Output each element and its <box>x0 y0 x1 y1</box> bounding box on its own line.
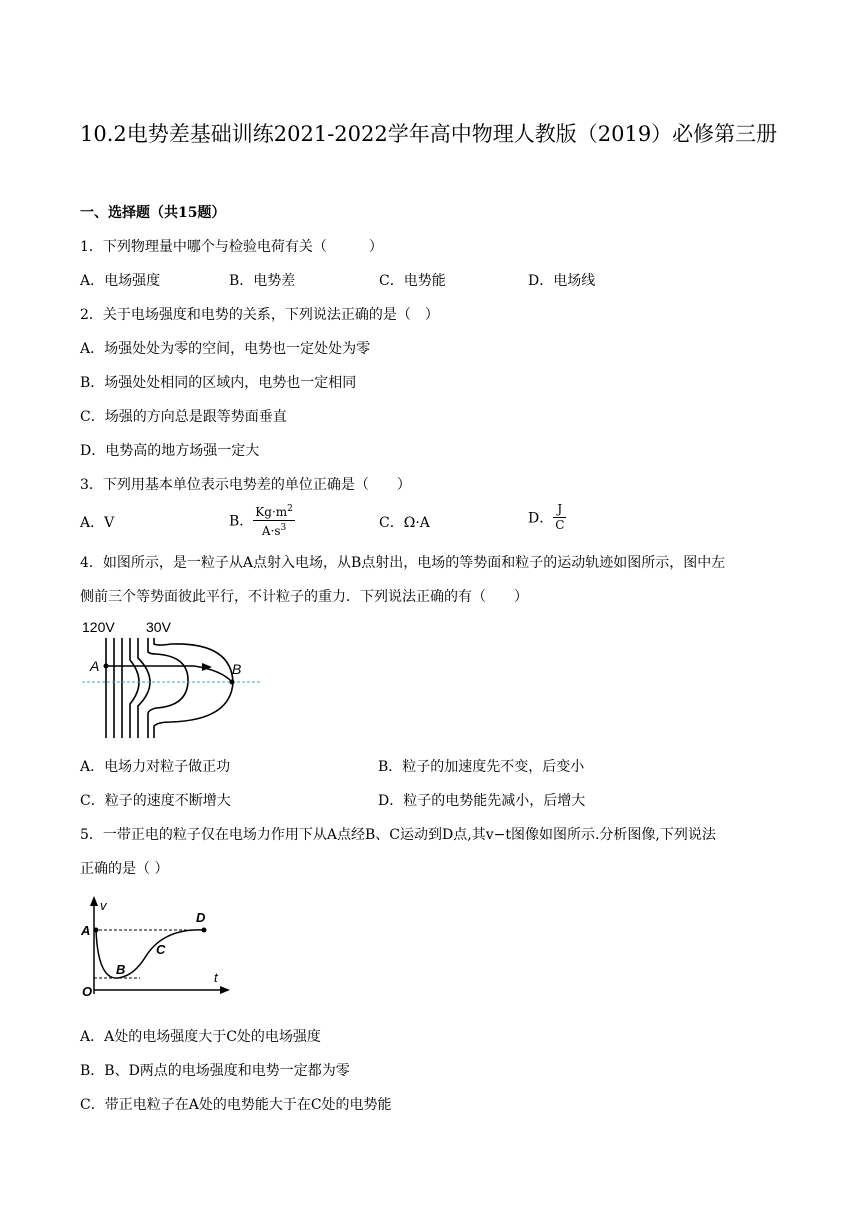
question-4-option-d: D．粒子的电势能先减小，后增大 <box>378 793 586 809</box>
section-heading: 一、选择题（共15题） <box>80 205 226 221</box>
question-5-option-b: B．B、D两点的电场强度和电势一定都为零 <box>80 1063 350 1079</box>
origin-label: O <box>82 984 93 999</box>
fraction-d-numerator: J <box>553 502 566 518</box>
question-1-stem: 1．下列物理量中哪个与检验电荷有关（ ） <box>80 239 383 255</box>
question-2-option-b: B．场强处处相同的区域内，电势也一定相同 <box>80 375 357 391</box>
question-3-option-c: C．Ω·A <box>379 515 430 531</box>
velocity-time-graph <box>76 894 236 1004</box>
fraction-b-denominator-exponent: 3 <box>280 523 287 533</box>
point-a-marker <box>104 664 109 669</box>
particle-trajectory <box>106 666 232 682</box>
question-3-stem: 3．下列用基本单位表示电势差的单位正确是（ ） <box>80 477 411 493</box>
point-a-marker <box>94 928 99 933</box>
question-4-option-a: A．电场力对粒子做正功 <box>80 759 231 775</box>
point-b-label: B <box>116 962 126 977</box>
question-4-stem-line-1: 4．如图所示，是一粒子从A点射入电场，从B点射出，电场的等势面和粒子的运动轨迹如图所示，图中左 <box>80 555 726 571</box>
question-3-option-a: A．V <box>80 515 115 531</box>
point-d-label: D <box>196 910 206 925</box>
question-5-option-c: C．带正电粒子在A处的电势能大于在C处的电势能 <box>80 1097 392 1113</box>
option-d-label: D． <box>528 510 554 527</box>
question-2-stem: 2．关于电场强度和电势的关系，下列说法正确的是（ ） <box>80 307 439 323</box>
equipotential-curve <box>148 638 188 738</box>
question-2-option-a: A．场强处处为零的空间，电势也一定处处为零 <box>80 341 371 357</box>
unit-fraction-d <box>553 502 566 533</box>
v-axis-arrow-icon <box>90 896 98 906</box>
question-3-option-d <box>528 502 566 533</box>
point-a-label: A <box>81 923 91 938</box>
fraction-b-numerator-exponent: 2 <box>287 504 293 514</box>
t-axis-arrow-icon <box>220 986 230 994</box>
question-5-stem-line-1: 5．一带正电的粒子仅在电场力作用下从A点经B、C运动到D点,其v−t图像如图所示.分析图像,下列说法 <box>80 827 716 843</box>
question-2-option-d: D．电势高的地方场强一定大 <box>80 443 260 459</box>
equipotential-curve-30v <box>154 638 233 738</box>
equipotential-diagram <box>76 614 276 744</box>
question-1-option-c: C．电势能 <box>379 273 446 289</box>
point-b-marker <box>230 680 235 685</box>
question-4-stem-line-2: 侧前三个等势面彼此平行，不计粒子的重力．下列说法正确的有（ ） <box>80 589 528 605</box>
fraction-b-numerator: Kg·m <box>255 505 288 519</box>
point-c-label: C <box>156 942 166 957</box>
fraction-d-denominator: C <box>555 518 565 532</box>
option-b-label: B． <box>229 513 254 530</box>
potential-label-120v: 120V <box>82 619 115 635</box>
point-d-marker <box>202 928 207 933</box>
potential-label-30v: 30V <box>146 619 171 635</box>
question-5-option-a: A．A处的电场强度大于C处的电场强度 <box>80 1029 321 1045</box>
point-a-label: A <box>90 658 100 674</box>
question-5-stem-line-2: 正确的是（ ） <box>80 861 169 877</box>
question-1-option-d: D．电场线 <box>528 273 596 289</box>
question-2-option-c: C．场强的方向总是跟等势面垂直 <box>80 409 287 425</box>
v-axis-label: v <box>100 898 107 913</box>
t-axis-label: t <box>214 970 218 985</box>
point-b-label: B <box>232 661 242 677</box>
question-4-option-c: C．粒子的速度不断增大 <box>80 793 231 809</box>
question-1-option-a: A．电场强度 <box>80 273 161 289</box>
document-title: 10.2电势差基础训练2021-2022学年高中物理人教版（2019）必修第三册 <box>80 122 778 146</box>
question-3-option-b <box>229 502 295 539</box>
v-t-curve <box>96 930 204 978</box>
question-4-option-b: B．粒子的加速度先不变，后变小 <box>378 759 585 775</box>
fraction-b-denominator: A·s <box>261 524 281 538</box>
unit-fraction-b <box>253 502 295 539</box>
question-1-option-b: B．电势差 <box>229 273 296 289</box>
